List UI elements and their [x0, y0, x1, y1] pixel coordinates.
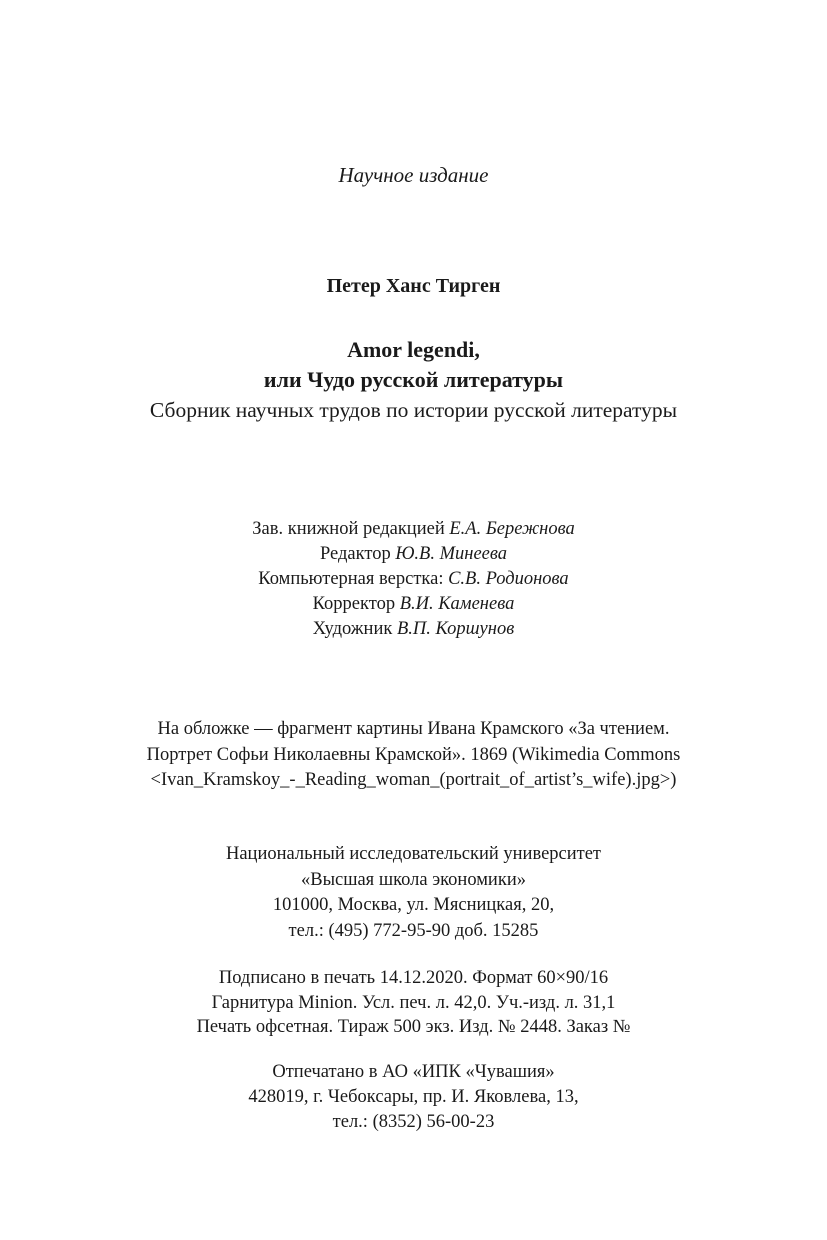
print-details-line-3: Печать офсетная. Тираж 500 экз. Изд. № 2448. Заказ №	[196, 1017, 631, 1037]
printer-info	[0, 1060, 827, 1135]
credit-role: Компьютерная верстка:	[258, 569, 444, 589]
printer-line-1: Отпечатано в АО «ИПК «Чувашия»	[272, 1062, 555, 1082]
printer-phone: тел.: (8352) 56-00-23	[332, 1112, 495, 1132]
credit-role: Редактор	[319, 544, 391, 564]
publisher-address: 101000, Москва, ул. Мясницкая, 20,	[272, 895, 555, 915]
credit-person: Е.А. Бережнова	[449, 519, 575, 539]
credit-role: Зав. книжной редакцией	[252, 519, 445, 539]
credit-role: Корректор	[312, 594, 396, 614]
print-details-line-1: Подписано в печать 14.12.2020. Формат 60×90/16	[218, 968, 609, 988]
credit-person: В.П. Коршунов	[396, 619, 515, 639]
edition-type	[0, 160, 827, 190]
print-details	[0, 966, 827, 1040]
book-title-block	[0, 335, 827, 425]
book-title-line-1: Amor legendi,	[347, 337, 480, 362]
cover-note-line-1: На обложке — фрагмент картины Ивана Крамского «За чтением.	[157, 719, 670, 739]
publisher-line-1: Национальный исследовательский университет	[225, 844, 602, 864]
book-subtitle: Сборник научных трудов по истории русской литературы	[149, 398, 678, 422]
credit-line	[0, 567, 827, 592]
cover-note-line-2: Портрет Софьи Николаевны Крамской». 1869 (Wikimedia Commons	[146, 744, 681, 765]
credit-person: Ю.В. Минеева	[395, 544, 508, 564]
author-name-text: Петер Ханс Тирген	[326, 275, 501, 297]
credit-person: С.В. Родионова	[448, 569, 569, 589]
credit-role: Художник	[312, 619, 393, 639]
printer-address: 428019, г. Чебоксары, пр. И. Яковлева, 13,	[248, 1087, 579, 1107]
credit-line	[0, 592, 827, 617]
author-name	[0, 271, 827, 301]
cover-note	[0, 717, 827, 794]
print-details-line-2: Гарнитура Minion. Усл. печ. л. 42,0. Уч.-изд. л. 31,1	[211, 992, 616, 1013]
book-title-line-2: или Чудо русской литературы	[263, 367, 564, 392]
credits-list	[0, 517, 827, 642]
publisher-line-2: «Высшая школа экономики»	[301, 869, 526, 890]
edition-type-text: Научное издание	[338, 163, 489, 187]
publisher-info	[0, 842, 827, 944]
credit-person: В.И. Каменева	[399, 594, 515, 614]
credit-line	[0, 542, 827, 567]
publisher-phone: тел.: (495) 772-95-90 доб. 15285	[288, 920, 539, 941]
cover-note-line-3: <Ivan_Kramskoy_-_Reading_woman_(portrait_of_artist’s_wife).jpg>)	[150, 770, 677, 790]
credit-line	[0, 517, 827, 542]
credit-line	[0, 617, 827, 642]
